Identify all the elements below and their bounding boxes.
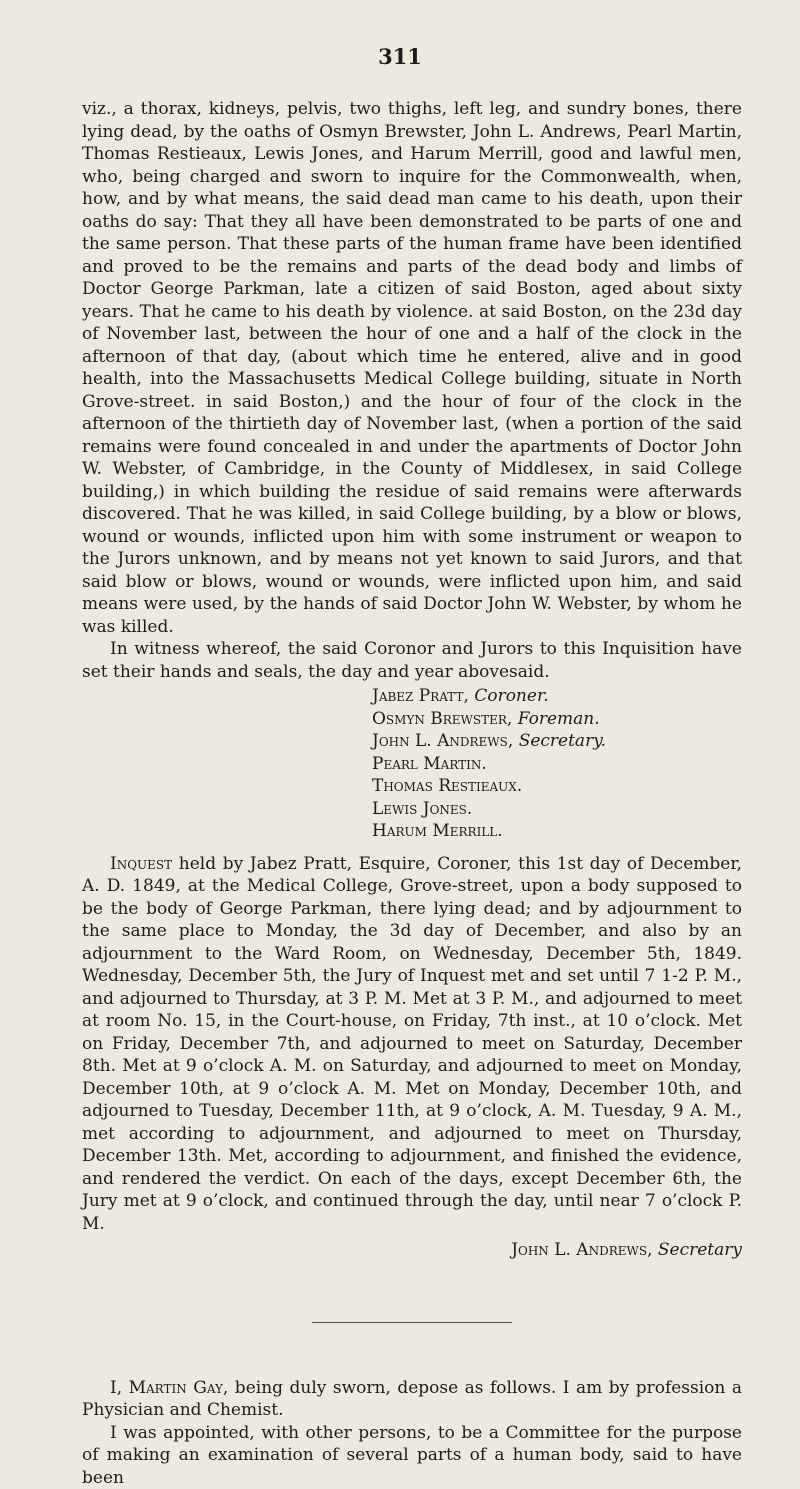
signature-title: Coroner. xyxy=(474,686,548,706)
paragraph-deposition xyxy=(82,1377,742,1422)
signature-title: Secretary. xyxy=(519,731,606,751)
deposition-pronoun: I, xyxy=(110,1378,122,1398)
signature-name: Lewis Jones. xyxy=(372,799,472,819)
signature-line xyxy=(372,708,742,731)
paragraph-witness: In witness whereof, the said Coronor and Jurors to this Inquisition have set their hands and seals, the day and year abovesaid. xyxy=(82,638,742,683)
signature-name: Pearl Martin. xyxy=(372,754,487,774)
signature-line xyxy=(372,775,742,798)
section-divider xyxy=(312,1322,512,1323)
attest-title: Secretary xyxy=(658,1240,742,1260)
signature-line xyxy=(372,730,742,753)
signature-name: Harum Merrill. xyxy=(372,821,503,841)
signature-line xyxy=(372,798,742,821)
signature-line xyxy=(372,685,742,708)
inquest-lead: Inquest xyxy=(110,854,172,874)
deposition-text: , being duly sworn, depose as follows. I am by profession a Physician and Chemist. xyxy=(82,1378,742,1421)
inquest-text: held by Jabez Pratt, Esquire, Coroner, this 1st day of December, A. D. 1849, at the Medical College, Grove-street, upon a body supposed to be the body of George Parkman, there lying dead; and by adjournment to the same place to Monday, the 3d day of December, and also by an adjournment to the Ward Room, on Wednesday, December 5th, 1849. Wednesday, December 5th, the Jury of Inquest met and set until 7 1-2 P. M., and adjourned to Thursday, at 3 P. M. Met at 3 P. M., and adjourned to meet at room No. 15, in the Court-house, on Friday, 7th inst., at 10 o’clock. Met on Friday, December 7th, and adjourned to meet on Saturday, December 8th. Met at 9 o’clock A. M. on Saturday, and adjourned to meet on Monday, December 10th, at 9 o’clock A. M. Met on Monday, December 10th, and adjourned to Tuesday, December 11th, at 9 o’clock, A. M. Tuesday, 9 A. M., met according to adjournment, and adjourned to meet on Thursday, December 13th. Met, according to adjournment, and finished the evidence, and rendered the verdict. On each of the days, except December 6th, the Jury met at 9 o’clock, and continued through the day, until near 7 o’clock P. M. xyxy=(82,854,742,1234)
attestation xyxy=(82,1239,742,1262)
page-number: 311 xyxy=(0,44,800,69)
paragraph-inquest xyxy=(82,853,742,1236)
paragraph-verdict: viz., a thorax, kidneys, pelvis, two thighs, left leg, and sundry bones, there lying dead, by the oaths of Osmyn Brewster, John L. Andrews, Pearl Martin, Thomas Restieaux, Lewis Jones, and Harum Merrill, good and lawful men, who, being charged and sworn to inquire for the Commonwealth, when, how, and by what means, the said dead man came to his death, upon their oaths do say: That they all have been demonstrated to be parts of one and the same person. That these parts of the human frame have been identified and proved to be the remains and parts of the dead body and limbs of Doctor George Parkman, late a citizen of said Boston, aged about sixty years. That he came to his death by violence. at said Boston, on the 23d day of November last, between the hour of one and a half of the clock in the afternoon of that day, (about which time he entered, alive and in good health, into the Massachusetts Medical College building, situate in North Grove-street. in said Boston,) and the hour of four of the clock in the afternoon of the thirtieth day of November last, (when a portion of the said remains were found concealed in and under the apartments of Doctor John W. Webster, of Cambridge, in the County of Middlesex, in said College building,) in which building the residue of said remains were afterwards discovered. That he was killed, in said College building, by a blow or blows, wound or wounds, inflicted upon him with some instrument or weapon to the Jurors unknown, and by means not yet known to said Jurors, and that said blow or blows, wound or wounds, were inflicted upon him, and said means were used, by the hands of said Doctor John W. Webster, by whom he was killed. xyxy=(82,98,742,638)
signature-block xyxy=(82,685,742,843)
signature-line xyxy=(372,820,742,843)
signature-name: Osmyn Brewster, xyxy=(372,709,512,729)
attest-name: John L. Andrews, xyxy=(511,1240,652,1260)
page-body xyxy=(82,98,742,1489)
signature-line xyxy=(372,753,742,776)
deposition-name: Martin Gay xyxy=(129,1378,223,1398)
signature-name: Jabez Pratt, xyxy=(372,686,469,706)
signature-name: John L. Andrews, xyxy=(372,731,513,751)
paragraph-committee: I was appointed, with other persons, to be a Committee for the purpose of making an examination of several parts of a human body, said to have been xyxy=(82,1422,742,1489)
signature-title: Foreman. xyxy=(518,709,600,729)
signature-name: Thomas Restieaux. xyxy=(372,776,522,796)
